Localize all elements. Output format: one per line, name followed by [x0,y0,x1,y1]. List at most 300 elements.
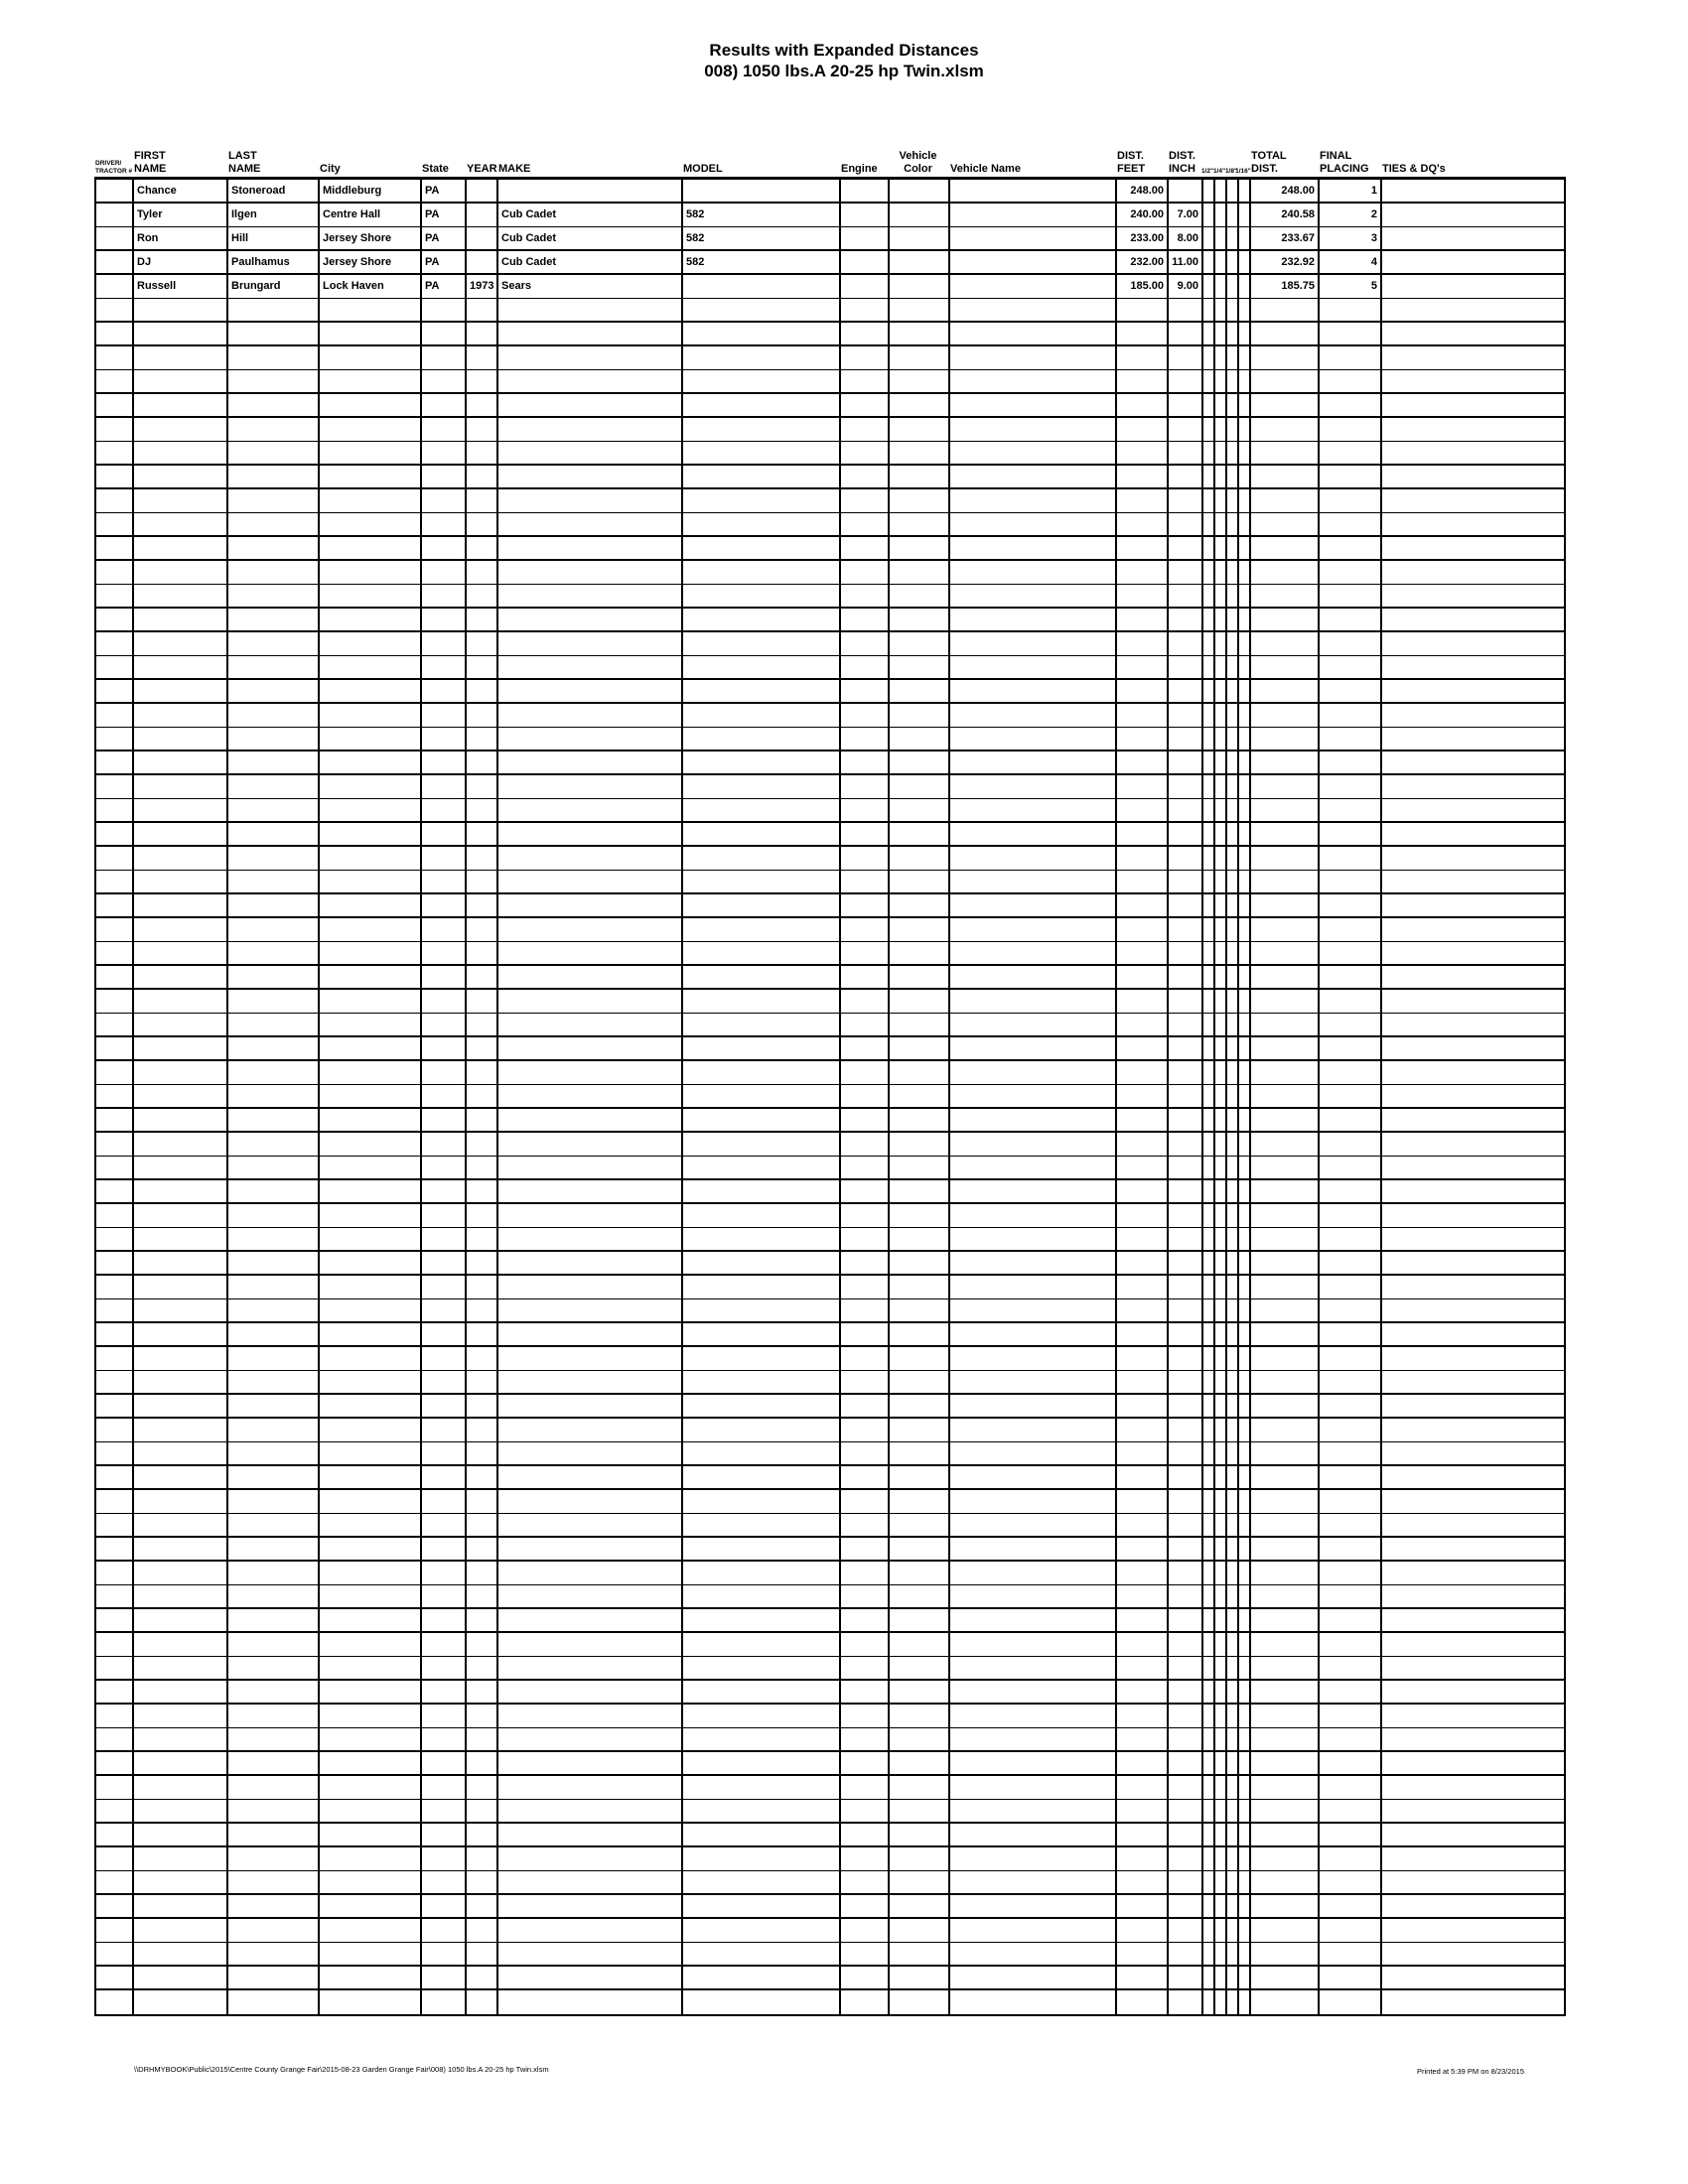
cell-tractor-num [96,1895,134,1917]
cell-make [498,1276,683,1298]
cell-last-name: Paulhamus [228,251,320,273]
header-label: Engine [841,163,878,175]
cell-first-name [134,1014,228,1035]
cell-last-name [228,1562,320,1584]
cell-year [467,1776,498,1799]
cell-year [467,1252,498,1274]
cell-quarter-inch [1215,1180,1227,1202]
cell-dist-feet [1117,1728,1169,1750]
cell-dist-inch [1169,1157,1203,1178]
table-row [96,1133,1566,1157]
cell-year [467,751,498,773]
cell-half-inch [1203,1776,1215,1799]
cell-sixteenth-inch [1239,1276,1251,1298]
table-row [96,847,1566,871]
cell-total-dist [1251,1609,1320,1631]
cell-make [498,1157,683,1178]
cell-half-inch [1203,1133,1215,1156]
cell-vehicle-name [950,1323,1117,1345]
cell-model [683,966,841,988]
cell-model [683,299,841,321]
cell-dist-inch [1169,1514,1203,1536]
cell-final-placing [1320,728,1382,750]
cell-city: Middleburg [320,180,422,202]
cell-state [422,847,467,870]
cell-ties-dqs [1382,918,1566,941]
cell-year [467,323,498,344]
table-row [96,1466,1566,1490]
table-row [96,1562,1566,1585]
cell-first-name [134,1061,228,1084]
cell-eighth-inch [1227,799,1239,821]
cell-vehicle-color [890,1657,950,1679]
cell-sixteenth-inch [1239,966,1251,988]
cell-eighth-inch [1227,1776,1239,1799]
cell-vehicle-color [890,1419,950,1441]
cell-quarter-inch [1215,442,1227,464]
cell-city [320,1919,422,1942]
cell-sixteenth-inch [1239,1943,1251,1965]
cell-last-name [228,561,320,584]
cell-tractor-num [96,1085,134,1107]
table-row [96,513,1566,537]
cell-engine [841,1133,890,1156]
cell-final-placing [1320,1990,1382,2014]
cell-last-name [228,1014,320,1035]
cell-city [320,1323,422,1345]
cell-vehicle-color [890,275,950,298]
cell-last-name [228,394,320,416]
cell-first-name [134,1442,228,1464]
cell-dist-feet [1117,1490,1169,1513]
cell-total-dist [1251,561,1320,584]
cell-dist-inch [1169,1800,1203,1822]
cell-half-inch [1203,466,1215,487]
cell-vehicle-name [950,1466,1117,1488]
cell-eighth-inch [1227,775,1239,798]
table-row [96,537,1566,561]
header-label: YEAR [467,163,497,175]
cell-total-dist: 248.00 [1251,180,1320,202]
cell-vehicle-color [890,394,950,416]
cell-quarter-inch [1215,1133,1227,1156]
cell-vehicle-color [890,1228,950,1250]
cell-city [320,1442,422,1464]
cell-sixteenth-inch [1239,704,1251,727]
cell-eighth-inch [1227,251,1239,273]
cell-city [320,1276,422,1298]
cell-make [498,1395,683,1417]
cell-sixteenth-inch [1239,1990,1251,2014]
cell-total-dist [1251,1061,1320,1084]
cell-year [467,204,498,226]
cell-sixteenth-inch [1239,1585,1251,1607]
cell-quarter-inch [1215,1990,1227,2014]
table-row [96,942,1566,966]
cell-last-name [228,1585,320,1607]
cell-vehicle-color [890,1943,950,1965]
cell-last-name [228,728,320,750]
cell-year [467,1847,498,1870]
cell-dist-inch [1169,1228,1203,1250]
cell-engine [841,251,890,273]
cell-total-dist [1251,1109,1320,1131]
cell-sixteenth-inch [1239,1157,1251,1178]
cell-ties-dqs [1382,1585,1566,1607]
cell-year [467,1514,498,1536]
cell-last-name [228,1228,320,1250]
cell-dist-feet: 233.00 [1117,227,1169,249]
cell-last-name [228,1252,320,1274]
cell-model [683,1442,841,1464]
cell-dist-inch [1169,751,1203,773]
cell-first-name [134,1180,228,1202]
cell-quarter-inch [1215,1776,1227,1799]
cell-half-inch [1203,1943,1215,1965]
cell-ties-dqs [1382,632,1566,655]
cell-vehicle-color [890,1728,950,1750]
cell-vehicle-color [890,1585,950,1607]
cell-eighth-inch [1227,227,1239,249]
cell-make [498,704,683,727]
header-label: NAME [134,163,167,175]
cell-make [498,1585,683,1607]
table-row [96,585,1566,609]
cell-eighth-inch [1227,1299,1239,1321]
cell-quarter-inch [1215,728,1227,750]
table-row [96,1705,1566,1728]
cell-vehicle-name [950,966,1117,988]
cell-sixteenth-inch [1239,1657,1251,1679]
cell-final-placing [1320,513,1382,535]
cell-sixteenth-inch [1239,1538,1251,1560]
header-label: FINAL [1320,150,1352,162]
cell-eighth-inch [1227,1276,1239,1298]
table-row [96,323,1566,346]
cell-vehicle-color [890,894,950,916]
cell-vehicle-name [950,1014,1117,1035]
cell-last-name [228,918,320,941]
cell-city [320,1514,422,1536]
cell-quarter-inch [1215,1299,1227,1321]
cell-year [467,1109,498,1131]
cell-year [467,1990,498,2014]
cell-dist-inch [1169,1681,1203,1703]
cell-engine [841,728,890,750]
cell-vehicle-color [890,1466,950,1488]
cell-final-placing [1320,1085,1382,1107]
cell-first-name [134,513,228,535]
cell-total-dist [1251,1585,1320,1607]
cell-first-name [134,418,228,441]
cell-year [467,442,498,464]
cell-engine [841,1371,890,1393]
cell-vehicle-name [950,1776,1117,1799]
cell-vehicle-color [890,609,950,630]
cell-engine [841,513,890,535]
cell-tractor-num [96,775,134,798]
cell-first-name [134,704,228,727]
cell-total-dist [1251,990,1320,1013]
cell-last-name [228,1895,320,1917]
cell-half-inch [1203,1681,1215,1703]
cell-final-placing [1320,1705,1382,1727]
cell-final-placing [1320,1752,1382,1774]
cell-engine [841,990,890,1013]
cell-engine [841,227,890,249]
cell-half-inch [1203,1061,1215,1084]
cell-state [422,1800,467,1822]
cell-model [683,1824,841,1845]
cell-model [683,537,841,559]
cell-tractor-num [96,1585,134,1607]
cell-model [683,1514,841,1536]
cell-first-name [134,1967,228,1988]
cell-dist-feet [1117,1800,1169,1822]
cell-half-inch [1203,370,1215,392]
cell-final-placing [1320,1276,1382,1298]
cell-eighth-inch [1227,418,1239,441]
cell-vehicle-color [890,1442,950,1464]
cell-dist-inch [1169,323,1203,344]
cell-last-name [228,418,320,441]
header-label: Vehicle [899,150,937,162]
cell-sixteenth-inch [1239,990,1251,1013]
cell-vehicle-name [950,823,1117,845]
cell-city [320,751,422,773]
table-row [96,823,1566,847]
cell-quarter-inch [1215,775,1227,798]
cell-ties-dqs [1382,1633,1566,1656]
cell-last-name [228,1490,320,1513]
cell-engine [841,823,890,845]
cell-vehicle-color [890,1800,950,1822]
cell-ties-dqs [1382,251,1566,273]
cell-half-inch [1203,1014,1215,1035]
table-row [96,609,1566,632]
cell-tractor-num [96,1633,134,1656]
cell-vehicle-name [950,918,1117,941]
cell-dist-feet [1117,418,1169,441]
header-label: FIRST [134,150,166,162]
cell-vehicle-color [890,1871,950,1893]
cell-tractor-num [96,442,134,464]
cell-total-dist [1251,1204,1320,1227]
cell-quarter-inch [1215,1585,1227,1607]
cell-dist-feet [1117,1585,1169,1607]
cell-city [320,1180,422,1202]
cell-dist-inch [1169,180,1203,202]
cell-vehicle-name [950,1967,1117,1988]
cell-last-name [228,1990,320,2014]
cell-eighth-inch [1227,275,1239,298]
cell-make [498,1299,683,1321]
cell-city [320,990,422,1013]
cell-last-name [228,1157,320,1178]
cell-city [320,1538,422,1560]
cell-ties-dqs [1382,1657,1566,1679]
header-label: MODEL [683,163,723,175]
cell-state [422,823,467,845]
cell-model [683,894,841,916]
cell-vehicle-name [950,728,1117,750]
cell-make [498,990,683,1013]
cell-tractor-num [96,1347,134,1370]
cell-sixteenth-inch [1239,299,1251,321]
cell-tractor-num [96,1824,134,1845]
cell-dist-feet [1117,299,1169,321]
cell-dist-inch [1169,1705,1203,1727]
cell-vehicle-name [950,299,1117,321]
cell-half-inch [1203,537,1215,559]
cell-year [467,1895,498,1917]
cell-dist-inch [1169,1990,1203,2014]
cell-sixteenth-inch [1239,728,1251,750]
cell-model [683,1657,841,1679]
cell-ties-dqs [1382,1204,1566,1227]
cell-eighth-inch [1227,966,1239,988]
cell-tractor-num [96,394,134,416]
cell-final-placing [1320,1252,1382,1274]
cell-first-name [134,1419,228,1441]
cell-last-name [228,1728,320,1750]
cell-vehicle-color [890,1204,950,1227]
cell-vehicle-color [890,442,950,464]
cell-city [320,704,422,727]
table-row [96,918,1566,942]
cell-quarter-inch [1215,1895,1227,1917]
cell-half-inch [1203,632,1215,655]
cell-make [498,1252,683,1274]
cell-ties-dqs [1382,1514,1566,1536]
cell-city [320,1371,422,1393]
cell-state [422,1752,467,1774]
cell-dist-inch [1169,1585,1203,1607]
cell-dist-feet [1117,1061,1169,1084]
header-cell-tractor-num [94,160,132,177]
cell-total-dist [1251,1919,1320,1942]
cell-state [422,1157,467,1178]
cell-make [498,323,683,344]
cell-state [422,1871,467,1893]
cell-state [422,1014,467,1035]
cell-first-name [134,561,228,584]
cell-last-name [228,1299,320,1321]
header-label: TRACTOR # [95,167,133,175]
cell-vehicle-name [950,1919,1117,1942]
table-header-row [94,142,1566,177]
cell-final-placing [1320,775,1382,798]
cell-vehicle-color [890,871,950,892]
cell-engine [841,1395,890,1417]
cell-city [320,1967,422,1988]
cell-vehicle-color [890,918,950,941]
cell-total-dist [1251,513,1320,535]
cell-first-name [134,1252,228,1274]
cell-final-placing [1320,1371,1382,1393]
cell-quarter-inch [1215,894,1227,916]
cell-first-name [134,1395,228,1417]
cell-total-dist [1251,1943,1320,1965]
cell-sixteenth-inch [1239,1014,1251,1035]
cell-eighth-inch [1227,1919,1239,1942]
cell-dist-inch [1169,894,1203,916]
cell-last-name [228,656,320,678]
cell-year [467,585,498,607]
cell-vehicle-name [950,537,1117,559]
cell-state [422,1228,467,1250]
table-row [96,1752,1566,1776]
cell-dist-feet [1117,775,1169,798]
cell-vehicle-color [890,1109,950,1131]
cell-engine [841,1157,890,1178]
cell-state [422,1085,467,1107]
cell-final-placing [1320,1895,1382,1917]
cell-year [467,680,498,702]
cell-total-dist [1251,1133,1320,1156]
cell-vehicle-color [890,1157,950,1178]
table-row [96,561,1566,585]
cell-city [320,609,422,630]
cell-engine [841,1085,890,1107]
cell-engine [841,1919,890,1942]
cell-first-name [134,1371,228,1393]
cell-tractor-num [96,275,134,298]
cell-dist-inch [1169,418,1203,441]
cell-vehicle-name [950,871,1117,892]
cell-vehicle-color [890,1085,950,1107]
cell-ties-dqs [1382,370,1566,392]
cell-dist-feet [1117,632,1169,655]
cell-state [422,1514,467,1536]
table-row [96,799,1566,823]
cell-make [498,847,683,870]
cell-sixteenth-inch [1239,1299,1251,1321]
cell-half-inch [1203,1276,1215,1298]
cell-vehicle-color [890,1847,950,1870]
cell-eighth-inch [1227,466,1239,487]
cell-first-name [134,1728,228,1750]
cell-dist-feet [1117,1705,1169,1727]
cell-model [683,1109,841,1131]
cell-quarter-inch [1215,680,1227,702]
cell-ties-dqs [1382,394,1566,416]
cell-tractor-num [96,894,134,916]
cell-model: 582 [683,251,841,273]
cell-sixteenth-inch [1239,1419,1251,1441]
cell-quarter-inch [1215,1562,1227,1584]
cell-eighth-inch [1227,1419,1239,1441]
cell-first-name [134,299,228,321]
cell-quarter-inch [1215,204,1227,226]
cell-model [683,751,841,773]
cell-city: Jersey Shore [320,227,422,249]
cell-make [498,1728,683,1750]
table-row [96,1967,1566,1990]
cell-total-dist [1251,775,1320,798]
cell-final-placing [1320,489,1382,512]
cell-quarter-inch [1215,489,1227,512]
cell-first-name [134,775,228,798]
cell-total-dist [1251,1299,1320,1321]
cell-year [467,918,498,941]
cell-engine [841,346,890,369]
cell-city [320,585,422,607]
cell-first-name [134,1871,228,1893]
cell-first-name: Russell [134,275,228,298]
cell-total-dist [1251,918,1320,941]
cell-dist-feet: 240.00 [1117,204,1169,226]
